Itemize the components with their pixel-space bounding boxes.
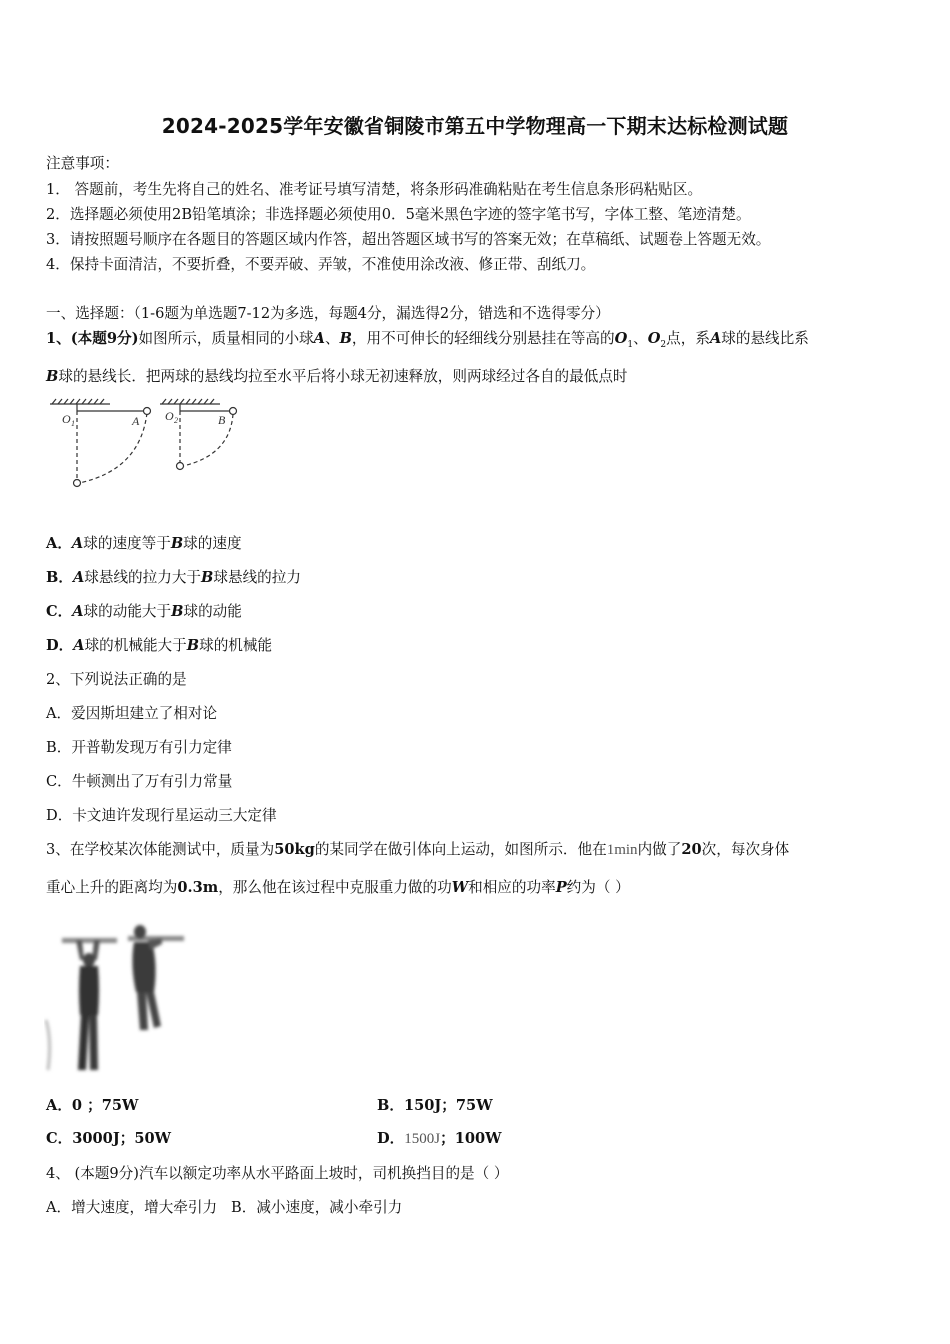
- notice-item-1: 1． 答题前，考生先将自己的姓名、准考证号填写清楚，将条形码准确粘贴在考生信息条形码粘贴区。: [46, 181, 703, 198]
- notice-item-3: 3．请按照题号顺序在各题目的答题区域内作答，超出答题区域书写的答案无效；在草稿纸、试题卷上答题无效。: [46, 231, 771, 248]
- q3-stem-line2: 重心上升的距离均为0.3m，那么他在该过程中克服重力做的功W和相应的功率P约为（ ）: [46, 879, 630, 896]
- fig-label-b: B: [218, 413, 226, 427]
- fig-label-a: A: [132, 414, 140, 428]
- q3-option-c[interactable]: C．3000J；50W: [46, 1130, 172, 1147]
- fig-label-o2-sub: 2: [174, 416, 178, 425]
- page-title: 2024-2025学年安徽省铜陵市第五中学物理高一下期末达标检测试题: [161, 114, 789, 138]
- fig-label-o2: O: [165, 409, 174, 423]
- q1-option-c[interactable]: C．A球的动能大于B球的动能: [46, 603, 242, 620]
- q1-option-a[interactable]: A．A球的速度等于B球的速度: [46, 535, 242, 552]
- q4-option-a[interactable]: A．增大速度，增大牵引力: [46, 1199, 218, 1216]
- q2-stem: 2、下列说法正确的是: [46, 671, 187, 688]
- q1-pendulum-figure: [44, 395, 244, 495]
- notice-heading: 注意事项：: [46, 155, 119, 172]
- notice-item-2: 2．选择题必须使用2B铅笔填涂；非选择题必须使用0．5毫米黑色字迹的签字笔书写，字体工整、笔迹清楚。: [46, 206, 751, 223]
- q3-option-d[interactable]: D．1500J；100W: [377, 1130, 502, 1147]
- q3-pullup-figure: [44, 920, 194, 1080]
- q1-stem-line2: B球的悬线长．把两球的悬线均拉至水平后将小球无初速释放，则两球经过各自的最低点时: [46, 368, 628, 385]
- notice-item-4: 4．保持卡面清洁，不要折叠，不要弄破、弄皱，不准使用涂改液、修正带、刮纸刀。: [46, 256, 596, 273]
- q3-stem-line1: 3、在学校某次体能测试中，质量为50kg的某同学在做引体向上运动，如图所示．他在1min内做了20次，每次身体: [46, 841, 790, 858]
- fig-label-o1-sub: 1: [71, 419, 75, 428]
- q2-option-a[interactable]: A．爱因斯坦建立了相对论: [46, 705, 218, 722]
- section-heading: 一、选择题：（1-6题为单选题7-12为多选，每题4分，漏选得2分，错选和不选得零分）: [46, 305, 610, 322]
- q4-option-b[interactable]: B．减小速度，减小牵引力: [231, 1199, 403, 1216]
- q4-options-row: [46, 1196, 402, 1217]
- q1-stem-line1: 1、(本题9分)如图所示，质量相同的小球A、B，用不可伸长的轻细线分别悬挂在等高的$O_1$、$O_2$点，系A球的悬线比系: [46, 330, 809, 350]
- q2-option-d[interactable]: D．卡文迪许发现行星运动三大定律: [46, 807, 277, 824]
- q4-stem: 4、 (本题9分)汽车以额定功率从水平路面上坡时，司机换挡目的是（ ）: [46, 1165, 509, 1182]
- q2-option-b[interactable]: B．开普勒发现万有引力定律: [46, 739, 232, 756]
- q3-option-b[interactable]: B．150J；75W: [377, 1097, 493, 1114]
- fig-label-o1: O: [62, 412, 71, 426]
- q3-option-a[interactable]: A．0 ；75W: [46, 1097, 139, 1114]
- q1-prefix: 1、(本题9分): [46, 330, 139, 347]
- q2-option-c[interactable]: C．牛顿测出了万有引力常量: [46, 773, 233, 790]
- q1-option-b[interactable]: B．A球悬线的拉力大于B球悬线的拉力: [46, 569, 301, 586]
- q1-option-d[interactable]: D．A球的机械能大于B球的机械能: [46, 637, 273, 654]
